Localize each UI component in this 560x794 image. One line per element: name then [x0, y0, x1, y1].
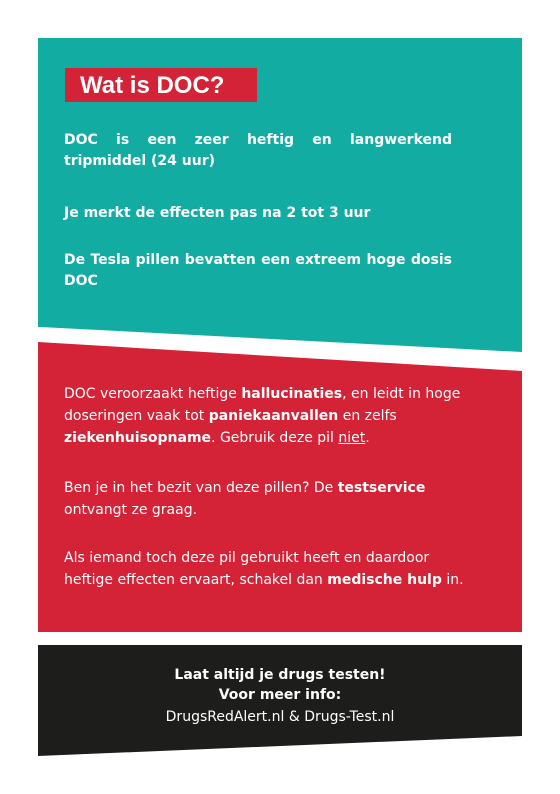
red-paragraph-testservice: [64, 477, 464, 521]
effects-bold-ziekenhuisopname: ziekenhuisopname: [64, 430, 212, 446]
teal-paragraph-onset: Je merkt de effecten pas na 2 tot 3 uur: [64, 205, 371, 221]
footer-headline: Laat altijd je drugs testen!: [174, 667, 386, 683]
testservice-text-2: ontvangt ze graag.: [64, 502, 198, 518]
medical-bold: medische hulp: [327, 572, 442, 588]
effects-text-5: .: [365, 430, 370, 446]
effects-underline-niet: niet: [338, 430, 366, 446]
testservice-bold: testservice: [337, 480, 426, 496]
footer-websites: DrugsRedAlert.nl & Drugs-Test.nl: [165, 709, 395, 725]
red-paragraph-effects: [64, 383, 464, 449]
effects-text-2: , en leidt in hoge doseringen vaak tot: [64, 386, 461, 424]
red-paragraph-medical-help: [64, 547, 464, 591]
effects-bold-hallucinaties: hallucinaties: [241, 386, 343, 402]
footer-info-label: Voor meer info:: [218, 687, 342, 703]
teal-paragraph-dose: De Tesla pillen bevatten een extreem hoge dosis DOC: [64, 252, 452, 289]
testservice-text-1: Ben je in het bezit van deze pillen? De: [64, 480, 338, 496]
effects-text-1: DOC veroorzaakt heftige: [64, 386, 242, 402]
effects-bold-paniekaanvallen: paniekaanvallen: [208, 408, 339, 424]
teal-paragraph-duration: DOC is een zeer heftig en langwerkend tripmiddel (24 uur): [64, 132, 452, 169]
effects-text-4: . Gebruik deze pil: [211, 430, 339, 446]
effects-text-3: en zelfs: [338, 408, 397, 424]
page-title: Wat is DOC?: [80, 72, 225, 99]
medical-text-1: Als iemand toch deze pil gebruikt heeft en daardoor heftige effecten ervaart, schakel dan: [64, 550, 430, 588]
medical-text-2: in.: [441, 572, 464, 588]
